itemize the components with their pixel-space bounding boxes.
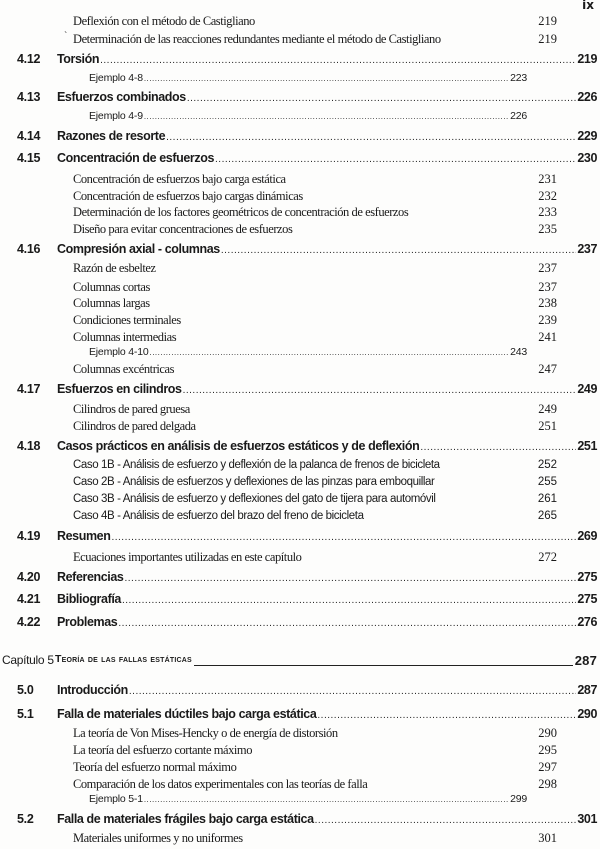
- entry-title: Cilindros de pared gruesa: [73, 402, 190, 416]
- dot-leader: [100, 52, 576, 66]
- entry-number: 4.22: [17, 615, 41, 629]
- entry-page: 223: [510, 72, 527, 84]
- entry-title: Caso 1B - Análisis de esfuerzo y deflexión de la palanca de frenos de bicicleta: [73, 459, 440, 471]
- toc-entry-sec[interactable]: [0, 129, 600, 145]
- entry-title-group: [57, 52, 597, 66]
- entry-title: Ejemplo 4-8: [89, 72, 143, 84]
- entry-title: Problemas: [57, 615, 118, 629]
- dot-leader: [149, 346, 509, 358]
- entry-title: La teoría del esfuerzo cortante máximo: [73, 743, 252, 757]
- entry-title: Columnas cortas: [73, 280, 150, 294]
- toc-entry-sub[interactable]: [0, 831, 600, 847]
- dot-leader: [420, 439, 576, 453]
- entry-number: 4.18: [17, 439, 41, 453]
- dot-leader: [166, 129, 576, 143]
- dot-leader: [221, 242, 576, 256]
- entry-title: Introducción: [57, 683, 128, 697]
- toc-entry-sec[interactable]: [0, 683, 600, 699]
- entry-title: Razón de esbeltez: [73, 261, 156, 275]
- entry-title-group: [57, 382, 597, 396]
- toc-entry-chap[interactable]: [0, 653, 600, 669]
- entry-title: Esfuerzos en cilindros: [57, 382, 182, 396]
- entry-page: 219: [538, 14, 557, 28]
- entry-page: 219: [538, 32, 557, 46]
- entry-title: Ejemplo 4-9: [89, 110, 143, 122]
- entry-number: 4.15: [17, 151, 41, 165]
- entry-title: Caso 4B - Análisis de esfuerzo del brazo del freno de bicicleta: [73, 510, 364, 522]
- toc-entry-sub[interactable]: [0, 760, 600, 776]
- dot-leader: [144, 110, 509, 122]
- dot-leader: [183, 382, 577, 396]
- toc-entry-sec[interactable]: [0, 570, 600, 586]
- toc-entry-sub[interactable]: [0, 330, 600, 346]
- toc-entry-sec[interactable]: [0, 90, 600, 106]
- entry-page: 275: [577, 592, 597, 606]
- entry-page: 247: [538, 362, 557, 376]
- toc-entry-ex[interactable]: [0, 793, 600, 809]
- page-number: ix: [582, 0, 594, 12]
- dot-leader: [129, 683, 576, 697]
- entry-title-group: [57, 151, 597, 165]
- entry-page: 241: [538, 330, 557, 344]
- entry-title-group: [89, 72, 527, 84]
- dot-leader: [111, 529, 576, 543]
- entry-number: 5.2: [17, 812, 34, 826]
- entry-page: 299: [510, 793, 527, 805]
- toc-entry-sub[interactable]: [0, 550, 600, 566]
- entry-number: 4.20: [17, 570, 41, 584]
- toc-entry-sub[interactable]: [0, 189, 600, 205]
- toc-entry-sec[interactable]: [0, 812, 600, 828]
- entry-number: 4.19: [17, 529, 41, 543]
- dot-leader: [118, 615, 576, 629]
- entry-page: 251: [577, 439, 597, 453]
- toc-entry-case[interactable]: [0, 459, 600, 475]
- entry-title: Columnas intermedias: [73, 330, 177, 344]
- entry-title-group: [57, 570, 597, 584]
- toc-entry-sec[interactable]: [0, 151, 600, 167]
- entry-page: 233: [538, 205, 557, 219]
- entry-page: 239: [538, 313, 557, 327]
- entry-title-group: [89, 793, 527, 805]
- entry-title-group: [55, 653, 597, 668]
- title-rule: [194, 653, 573, 666]
- entry-number: 5.0: [17, 683, 34, 697]
- entry-page: 265: [537, 510, 557, 522]
- dot-leader: [144, 793, 509, 805]
- dot-leader: [317, 707, 576, 721]
- entry-page: 276: [577, 615, 597, 629]
- entry-title: Razones de resorte: [57, 129, 166, 143]
- entry-page: 226: [577, 90, 597, 104]
- entry-page: 229: [577, 129, 597, 143]
- entry-number: 4.12: [17, 52, 41, 66]
- entry-number: 4.17: [17, 382, 41, 396]
- dot-leader: [187, 90, 577, 104]
- entry-title: Ejemplo 4-10: [89, 346, 149, 358]
- entry-title-group: [57, 683, 597, 697]
- entry-title-group: [57, 242, 597, 256]
- entry-title: Concentración de esfuerzos bajo cargas dinámicas: [73, 189, 303, 203]
- entry-page: 298: [538, 777, 557, 791]
- entry-title: Caso 3B - Análisis de esfuerzo y deflexiones del gato de tijera para automóvil: [73, 493, 436, 505]
- toc-entry-sec[interactable]: [0, 242, 600, 258]
- scan-mark: `: [64, 31, 68, 42]
- entry-title: Ejemplo 5-1: [89, 793, 143, 805]
- toc-entry-sub[interactable]: [0, 280, 600, 296]
- toc-entry-case[interactable]: [0, 493, 600, 509]
- entry-title: Columnas largas: [73, 296, 150, 310]
- entry-title: Columnas excéntricas: [73, 362, 175, 376]
- entry-page: 297: [538, 760, 557, 774]
- entry-page: 272: [538, 550, 557, 564]
- entry-title: Condiciones terminales: [73, 313, 181, 327]
- entry-title: Torsión: [57, 52, 100, 66]
- toc-entry-sub[interactable]: [0, 362, 600, 378]
- entry-title: Cilindros de pared delgada: [73, 419, 196, 433]
- entry-page: 237: [577, 242, 597, 256]
- entry-title: Caso 2B - Análisis de esfuerzos y deflexiones de las pinzas para emboquillar: [73, 476, 435, 488]
- entry-title-group: [89, 346, 527, 358]
- dot-leader: [122, 592, 576, 606]
- entry-page: 301: [538, 831, 557, 845]
- toc-entry-case[interactable]: [0, 510, 600, 526]
- toc-entry-sub[interactable]: [0, 172, 600, 188]
- toc-entry-sub[interactable]: [0, 296, 600, 312]
- entry-page: 287: [577, 683, 597, 697]
- toc-entry-sub[interactable]: [0, 205, 600, 221]
- entry-page: 252: [537, 459, 557, 471]
- dot-leader: [124, 570, 576, 584]
- entry-page: 219: [577, 52, 597, 66]
- toc-entry-sub[interactable]: [0, 777, 600, 793]
- entry-page: 249: [577, 382, 597, 396]
- entry-title-group: [57, 529, 597, 543]
- entry-title: Falla de materiales dúctiles bajo carga estática: [57, 707, 317, 721]
- entry-page: 290: [538, 726, 557, 740]
- entry-page: 295: [538, 743, 557, 757]
- entry-title: Diseño para evitar concentraciones de esfuerzos: [73, 222, 293, 236]
- dot-leader: [144, 72, 509, 84]
- entry-title-group: [57, 129, 597, 143]
- entry-number: 4.21: [17, 592, 41, 606]
- entry-page: 261: [537, 493, 557, 505]
- entry-page: 249: [538, 402, 557, 416]
- entry-title-group: [57, 707, 597, 721]
- entry-number: 5.1: [17, 707, 34, 721]
- entry-page: 301: [577, 812, 597, 826]
- entry-title: Bibliografía: [57, 592, 121, 606]
- dot-leader: [215, 151, 576, 165]
- entry-page: 251: [538, 419, 557, 433]
- toc-entry-sec[interactable]: [0, 439, 600, 455]
- entry-title: Casos prácticos en análisis de esfuerzos estáticos y de deflexión: [57, 439, 420, 453]
- entry-title-group: [57, 90, 597, 104]
- entry-page: 275: [577, 570, 597, 584]
- toc-entry-sec[interactable]: [0, 52, 600, 68]
- toc-entry-sub[interactable]: [0, 743, 600, 759]
- toc-entry-sub[interactable]: [0, 14, 600, 30]
- entry-page: 237: [538, 261, 557, 275]
- toc-entry-sub[interactable]: [0, 32, 600, 48]
- toc-entry-sec[interactable]: [0, 382, 600, 398]
- entry-page: 235: [538, 222, 557, 236]
- entry-page: 230: [577, 151, 597, 165]
- toc-entry-sub[interactable]: [0, 726, 600, 742]
- entry-title: Concentración de esfuerzos bajo carga estática: [73, 172, 286, 186]
- entry-title: Ecuaciones importantes utilizadas en este capítulo: [73, 550, 302, 564]
- entry-page: 287: [574, 653, 597, 668]
- entry-page: 290: [577, 707, 597, 721]
- entry-page: 255: [537, 476, 557, 488]
- toc-entry-sec[interactable]: [0, 615, 600, 631]
- toc-entry-sec[interactable]: [0, 592, 600, 608]
- entry-page: 238: [538, 296, 557, 310]
- entry-title: Compresión axial - columnas: [57, 242, 220, 256]
- entry-title-group: [89, 110, 527, 122]
- toc-entry-sub[interactable]: [0, 313, 600, 329]
- entry-title: Materiales uniformes y no uniformes: [73, 831, 243, 845]
- entry-title: Concentración de esfuerzos: [57, 151, 215, 165]
- entry-title-group: [57, 615, 597, 629]
- toc-entry-sec[interactable]: [0, 529, 600, 545]
- entry-number: Capítulo 5: [2, 653, 54, 667]
- entry-title: Resumen: [57, 529, 111, 543]
- toc-entry-sub[interactable]: [0, 222, 600, 238]
- entry-title: Teoría de las fallas estáticas: [55, 653, 192, 665]
- entry-title: Determinación de los factores geométricos de concentración de esfuerzos: [73, 205, 409, 219]
- toc-entry-ex[interactable]: [0, 110, 600, 126]
- entry-title: Comparación de los datos experimentales con las teorías de falla: [73, 777, 368, 791]
- entry-title: Falla de materiales frágiles bajo carga estática: [57, 812, 314, 826]
- toc-entry-case[interactable]: [0, 476, 600, 492]
- entry-title: Deflexión con el método de Castigliano: [73, 14, 255, 28]
- entry-title-group: [57, 439, 597, 453]
- toc-entry-sub[interactable]: [0, 402, 600, 418]
- entry-title: Determinación de las reacciones redundantes mediante el método de Castigliano: [73, 32, 441, 46]
- entry-title-group: [57, 812, 597, 826]
- toc-entry-sub[interactable]: [0, 261, 600, 277]
- entry-title: Referencias: [57, 570, 124, 584]
- entry-title-group: [57, 592, 597, 606]
- entry-page: 231: [538, 172, 557, 186]
- entry-number: 4.16: [17, 242, 41, 256]
- entry-number: 4.14: [17, 129, 41, 143]
- toc-entry-ex[interactable]: [0, 72, 600, 88]
- entry-title: La teoría de Von Mises-Hencky o de energía de distorsión: [73, 726, 338, 740]
- entry-page: 237: [538, 280, 557, 294]
- entry-title: Esfuerzos combinados: [57, 90, 186, 104]
- dot-leader: [315, 812, 577, 826]
- toc-entry-sub[interactable]: [0, 419, 600, 435]
- entry-number: 4.13: [17, 90, 41, 104]
- entry-page: 232: [538, 189, 557, 203]
- toc-entry-sec[interactable]: [0, 707, 600, 723]
- entry-title: Teoría del esfuerzo normal máximo: [73, 760, 237, 774]
- entry-page: 243: [510, 346, 527, 358]
- entry-page: 269: [577, 529, 597, 543]
- entry-page: 226: [510, 110, 527, 122]
- toc-entry-ex[interactable]: [0, 346, 600, 362]
